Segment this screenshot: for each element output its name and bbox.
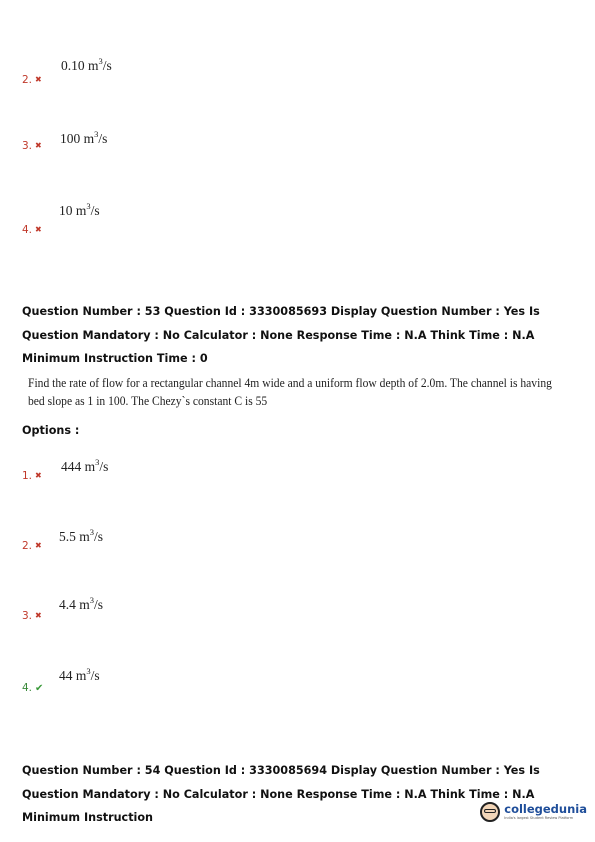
option-number: 4. ✔ [22, 682, 44, 694]
option-value: 4.4 $m^3/s$ [59, 595, 104, 612]
option-value: 5.5 $m^3/s$ [59, 527, 104, 544]
option-number: 2. ✖ [22, 74, 42, 86]
option-value: 0.10 $m^3/s$ [61, 56, 112, 73]
cross-icon: ✖ [35, 611, 42, 620]
option-number: 3. ✖ [22, 140, 42, 152]
student-avatar-icon [480, 802, 500, 822]
cross-icon: ✖ [35, 225, 42, 234]
option-number: 4. ✖ [22, 224, 42, 236]
option-number: 1. ✖ [22, 470, 42, 482]
cross-icon: ✖ [35, 141, 42, 150]
option-value: 10 $m^3/s$ [59, 201, 100, 218]
option-number: 3. ✖ [22, 610, 42, 622]
check-icon: ✔ [35, 683, 44, 694]
collegedunia-logo [480, 802, 587, 822]
logo-name: collegedunia [504, 801, 587, 816]
option-value: 100 $m^3/s$ [60, 129, 108, 146]
question-meta: Question Number : 53 Question Id : 3330085693 Display Question Number : Yes Is Question Mandatory : No Calculator : None Response Time : N.A Think Time : N.A Minimum Instruction Time : 0 [22, 305, 540, 365]
cross-icon: ✖ [35, 75, 42, 84]
options-label: Options : [22, 424, 80, 437]
question-text: Find the rate of flow for a rectangular channel 4m wide and a uniform flow depth of 2.0m. The channel is having bed slope as 1 in 100. The Chezy`s constant C is 55 [28, 376, 552, 408]
logo-tagline: India's largest Student Review Platform [504, 816, 574, 820]
option-value: 44 $m^3/s$ [59, 666, 100, 683]
question-meta: Question Number : 54 Question Id : 3330085694 Display Question Number : Yes Is Question Mandatory : No Calculator : None Response Time : N.A Think Time : N.A Minimum Instruction [22, 764, 540, 824]
option-value: 444 $m^3/s$ [61, 457, 109, 474]
option-number: 2. ✖ [22, 540, 42, 552]
cross-icon: ✖ [35, 541, 42, 550]
cross-icon: ✖ [35, 471, 42, 480]
